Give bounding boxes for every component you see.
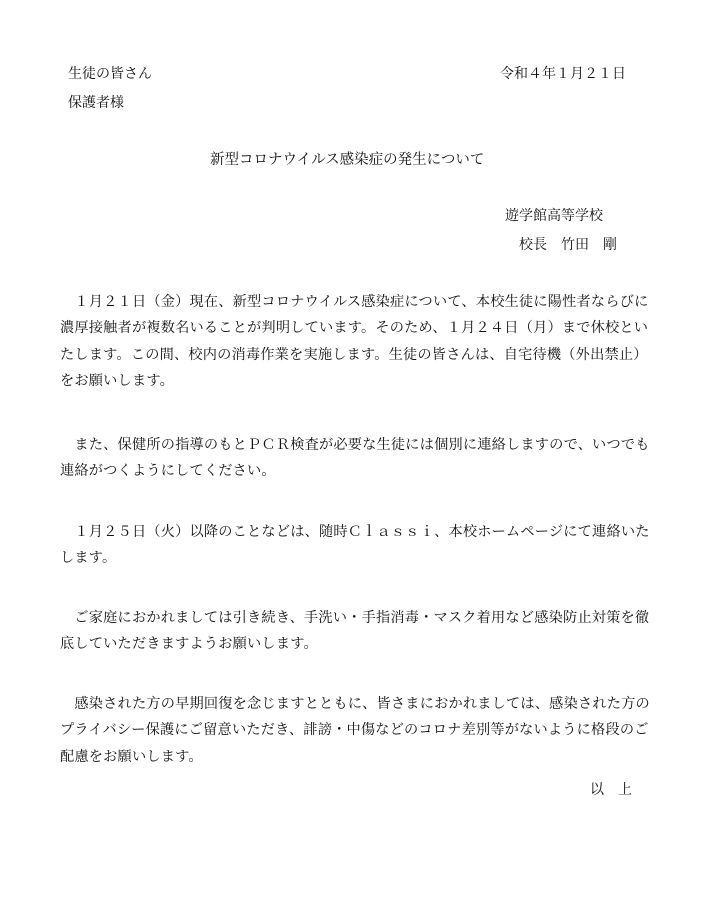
paragraph-line: 連絡がつくようにしてください。 <box>60 463 276 480</box>
paragraph-line: プライバシー保護にご留意いただき、誹謗・中傷などのコロナ差別等がないように格段のご <box>60 722 649 739</box>
paragraph-line: をお願いします。 <box>60 372 174 389</box>
sender-principal: 校長 竹田 剛 <box>519 237 617 253</box>
paragraph-pcr <box>60 432 650 485</box>
addressee-guardians: 保護者様 <box>68 95 124 111</box>
sender-school: 遊学館高等学校 <box>505 208 603 224</box>
paragraph-privacy <box>60 691 650 770</box>
paragraph-line: 感染された方の早期回復を念じますとともに、皆さまにおかれましては、感染された方の <box>60 696 650 712</box>
paragraph-line: 配慮をお願いします。 <box>60 748 203 765</box>
paragraph-future-contact <box>60 519 650 572</box>
paragraph-line: ご家庭におかれましては引き続き、手洗い・手指消毒・マスク着用など感染防止対策を徹 <box>60 610 650 626</box>
document-date: 令和４年１月２１日 <box>500 66 626 82</box>
addressee-students: 生徒の皆さん <box>68 66 152 82</box>
paragraph-line: また、保健所の指導のもとＰＣＲ検査が必要な生徒には個別に連絡しますので、いつでも <box>60 437 650 453</box>
paragraph-line: たします。この間、校内の消毒作業を実施します。生徒の皆さんは、自宅待機（外出禁止） <box>60 346 648 363</box>
paragraph-line: 底していただきますようお願いします。 <box>60 636 318 653</box>
paragraph-prevention <box>60 605 650 658</box>
paragraph-line: １月２５日（火）以降のことなどは、随時Ｃｌａｓｓｉ、本校ホームページにて連絡いた <box>60 524 650 540</box>
paragraph-closure <box>60 289 649 394</box>
paragraph-line: します。 <box>60 550 117 567</box>
closing-mark: 以 上 <box>590 782 632 798</box>
paragraph-line: １月２１日（金）現在、新型コロナウイルス感染症について、本校生徒に陽性者ならびに <box>60 294 649 310</box>
paragraph-line: 濃厚接触者が複数名いることが判明しています。そのため、１月２４日（月）まで休校とい <box>60 320 649 337</box>
document-title: 新型コロナウイルス感染症の発生について <box>210 152 485 168</box>
